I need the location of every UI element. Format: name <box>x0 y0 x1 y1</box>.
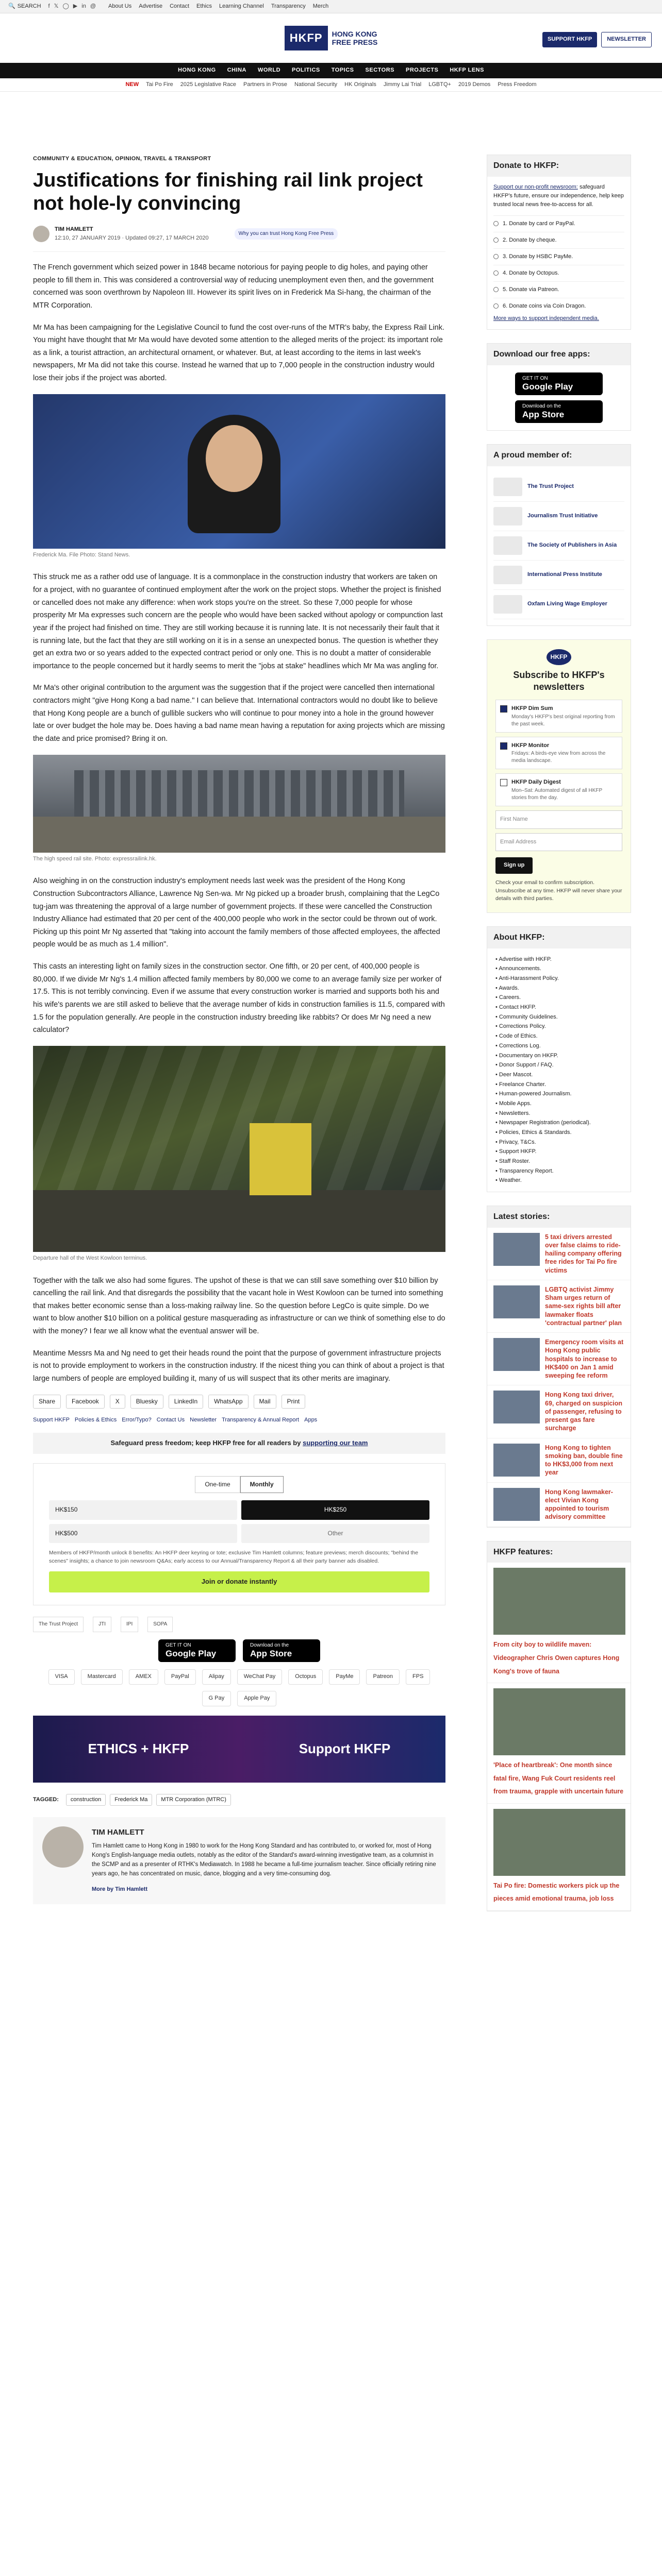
donate-option[interactable] <box>493 298 624 314</box>
utility-link[interactable]: Contact <box>170 3 190 9</box>
radio-icon <box>493 303 499 309</box>
story-title[interactable]: Hong Kong lawmaker-elect Vivian Kong appointed to tourism advisory committee <box>545 1488 613 1521</box>
share-button[interactable]: X <box>110 1395 125 1409</box>
member-logo <box>493 536 522 555</box>
about-link[interactable]: • Support HKFP. <box>495 1147 622 1157</box>
about-link[interactable]: • Transparency Report. <box>495 1166 622 1176</box>
utility-link[interactable]: About Us <box>108 3 132 9</box>
newsletter-footnote: Check your email to confirm subscription. Unsubscribe at any time. HKFP will never share your details with third parties. <box>495 879 622 902</box>
about-box <box>487 926 631 1192</box>
partner-logo[interactable]: The Trust Project <box>33 1617 84 1632</box>
radio-icon <box>493 221 499 226</box>
about-link[interactable]: • Documentary on HKFP. <box>495 1051 622 1061</box>
google-play-small: GET IT ON <box>522 375 548 381</box>
more-by-author-link[interactable]: More by Tim Hamlett <box>92 1886 147 1892</box>
safeguard-text: Safeguard press freedom; keep HKFP free for all readers by <box>110 1439 301 1447</box>
first-name-input[interactable]: First Name <box>495 810 622 829</box>
app-store-small: Download on the <box>522 403 561 410</box>
donate-option-label: 2. Donate by cheque. <box>503 236 557 243</box>
apps-box <box>487 343 631 431</box>
feature-title[interactable]: 'Place of heartbreak': One month since fatal fire, Wang Fuk Court residents reel from trauma, grapple with uncertain future <box>493 1761 624 1795</box>
utility-link[interactable]: Merch <box>312 3 329 9</box>
member-item[interactable] <box>493 531 624 561</box>
logo-line-1: HONG KONG <box>332 29 377 38</box>
payment-method: PayMe <box>329 1669 360 1685</box>
story-title[interactable]: LGBTQ activist Jimmy Sham urges return of same-sex rights bill after lawmaker floats 'contractual partner' plan <box>545 1285 622 1327</box>
share-button[interactable]: Mail <box>254 1395 276 1409</box>
sub-nav-item[interactable]: HK Originals <box>344 81 376 88</box>
member-name: Oxfam Living Wage Employer <box>527 601 607 607</box>
feature-image[interactable] <box>493 1568 625 1635</box>
logo-box: HKFP <box>285 26 328 50</box>
sub-nav-item[interactable]: Partners in Prose <box>243 81 287 88</box>
footer-link[interactable]: Policies & Ethics <box>74 1416 117 1423</box>
partner-logos <box>33 1617 445 1632</box>
nav-item[interactable]: POLITICS <box>292 67 320 74</box>
about-link[interactable]: • Donor Support / FAQ. <box>495 1060 622 1070</box>
member-item[interactable] <box>493 472 624 502</box>
partner-logo[interactable]: SOPA <box>147 1617 173 1632</box>
share-button[interactable]: Facebook <box>66 1395 105 1409</box>
paragraph: Mr Ma's other original contribution to the argument was the suggestion that if the project were cancelled then international contractors might "give Hong Kong a bad name." I can believe that. International contractors would no doubt like to believe that Hong Kong people are a bunch of gullible suckers who will continue to pour money into a hole in the ground however late or over budget the hole may be. Does having a bad name mean having a reputation for axing projects which are missing the date and price promised? Bring it on. <box>33 684 445 743</box>
checkbox-icon[interactable] <box>500 742 507 750</box>
member-logo <box>493 507 522 526</box>
about-list <box>487 948 631 1192</box>
about-link[interactable]: • Privacy, T&Cs. <box>495 1138 622 1147</box>
app-badges <box>33 1639 445 1662</box>
newsletter-name: HKFP Dim Sum <box>511 705 553 712</box>
member-name: Journalism Trust Initiative <box>527 513 598 519</box>
nav-item[interactable]: PROJECTS <box>406 67 439 74</box>
newsletter-title: Subscribe to HKFP's newsletters <box>513 670 605 692</box>
about-title: About HKFP: <box>487 927 631 948</box>
story-thumbnail[interactable] <box>493 1338 540 1371</box>
about-link[interactable]: • Announcements. <box>495 964 622 974</box>
story-thumbnail[interactable] <box>493 1391 540 1423</box>
feature-title[interactable]: From city boy to wildlife maven: Videographer Chris Owen captures Hong Kong's trove of fauna <box>493 1641 620 1675</box>
partner-logo[interactable]: JTI <box>93 1617 111 1632</box>
feature-story[interactable] <box>487 1563 631 1683</box>
apps-title: Download our free apps: <box>487 344 631 365</box>
donate-option-label: 1. Donate by card or PayPal. <box>503 220 575 227</box>
donate-option-label: 6. Donate coins via Coin Dragon. <box>503 302 586 309</box>
about-link[interactable]: • Weather. <box>495 1176 622 1185</box>
app-store-small: Download on the <box>250 1642 289 1649</box>
site-logo[interactable] <box>285 26 378 50</box>
about-link[interactable]: • Careers. <box>495 993 622 1003</box>
amount-other[interactable]: Other <box>241 1524 429 1543</box>
paragraph: This struck me as a rather odd use of language. It is a commonplace in the construction industry that workers are taken on for a project, with no guarantee of continued employment after the work on the project stops. Whether the project is finished or cancelled does not make any difference: when work stops you're on the street. So these 7,000 people for whose prosperity Mr Ma expresses such concern are the people who would have been sacked without apology or compunction last year if the project had finished on time. They are still working because it is running late. It is not necessarily their fault that it is running late, but the fact that they are still working on it is in a sense an unexpected bonus. The question is whether they get an extra two or so years added to the expected contract period or only one. This is no doubt a matter of considerable importance to the people concerned but it hardly seems to merit the "jobs at stake" headlines which Mr Ma was angling for. <box>33 573 443 670</box>
tags-row <box>33 1794 445 1806</box>
about-link[interactable]: • Community Guidelines. <box>495 1012 622 1022</box>
article-dateline: 12:10, 27 JANUARY 2019 · Updated 09:27, 17 MARCH 2020 <box>55 235 209 242</box>
app-store-badge[interactable] <box>243 1639 320 1662</box>
latest-box <box>487 1206 631 1528</box>
donate-title: Donate to HKFP: <box>487 155 631 177</box>
payment-method: PayPal <box>164 1669 196 1685</box>
logo-text <box>332 30 378 46</box>
story-thumbnail[interactable] <box>493 1444 540 1477</box>
header-actions <box>542 32 652 47</box>
story-title[interactable]: Emergency room visits at Hong Kong public hospitals to increase to HK$400 on Jan 1 amid sweeping fee reform <box>545 1338 624 1380</box>
app-store-badge[interactable] <box>515 400 603 423</box>
author-photo <box>42 1826 84 1868</box>
amount-option-selected[interactable]: HK$250 <box>241 1500 429 1519</box>
payment-method: VISA <box>48 1669 75 1685</box>
utility-link[interactable]: Transparency <box>271 3 306 9</box>
article-photo-rail-site <box>33 755 445 853</box>
about-link[interactable]: • Deer Mascot. <box>495 1070 622 1080</box>
amount-option[interactable]: HK$500 <box>49 1524 237 1543</box>
newsletter-option-text <box>511 704 618 728</box>
features-list <box>487 1563 631 1911</box>
sidebar <box>487 155 631 1925</box>
partner-logo[interactable]: IPI <box>121 1617 138 1632</box>
member-name: International Press Institute <box>527 571 602 578</box>
about-link[interactable]: • Staff Roster. <box>495 1157 622 1166</box>
feature-title[interactable]: Tai Po fire: Domestic workers pick up the pieces amid emotional trauma, job loss <box>493 1882 620 1903</box>
google-play-big: Google Play <box>522 381 573 392</box>
photo-caption: The high speed rail site. Photo: expressrailink.hk. <box>33 855 157 862</box>
footer-link[interactable]: Transparency & Annual Report <box>222 1416 300 1423</box>
latest-story[interactable] <box>487 1228 631 1280</box>
payment-method: Alipay <box>202 1669 231 1685</box>
sub-nav-item[interactable]: 2025 Legislative Race <box>180 81 236 88</box>
main-nav <box>0 63 662 78</box>
donate-more-link[interactable]: More ways to support independent media. <box>493 315 599 322</box>
feature-story[interactable] <box>487 1804 631 1911</box>
sub-nav-item[interactable]: 2019 Demos <box>458 81 491 88</box>
utility-link[interactable]: Advertise <box>139 3 163 9</box>
story-title[interactable]: 5 taxi drivers arrested over false claims to ride-hailing company offering free rides for Tai Po fire victims <box>545 1233 622 1274</box>
member-list <box>487 466 631 625</box>
footer-link[interactable]: Newsletter <box>190 1416 217 1423</box>
photo-caption: Frederick Ma. File Photo: Stand News. <box>33 551 130 558</box>
latest-list <box>487 1228 631 1527</box>
payment-method: Octopus <box>288 1669 323 1685</box>
article-photo-departure-hall <box>33 1046 445 1252</box>
app-store-big: App Store <box>522 410 565 420</box>
about-link[interactable]: • Mobile Apps. <box>495 1099 622 1109</box>
radio-icon <box>493 287 499 292</box>
banner-right: Support HKFP <box>299 1740 391 1756</box>
nav-item[interactable]: HKFP LENS <box>450 67 484 74</box>
payment-methods <box>33 1669 445 1706</box>
author-avatar <box>33 226 49 242</box>
sub-nav-items <box>146 80 536 90</box>
about-link[interactable]: • Advertise with HKFP. <box>495 955 622 964</box>
newsletter-desc: Mon–Sat: Automated digest of all HKFP stories from the day. <box>511 788 603 801</box>
utility-links <box>108 2 328 11</box>
paragraph: Meantime Messrs Ma and Ng need to get their heads round the point that the purpose of government infrastructure projects is not to provide employment to workers in the construction industry. If the nicest thing you can think of about a project is that large numbers of people are employed building it, many of us will suspect that its other merits are imaginary. <box>33 1349 444 1383</box>
checkbox-icon[interactable] <box>500 779 507 786</box>
payment-method: AMEX <box>129 1669 158 1685</box>
newsletter-option[interactable] <box>495 737 622 770</box>
byline <box>33 225 445 252</box>
payment-method: Mastercard <box>81 1669 123 1685</box>
member-item[interactable] <box>493 561 624 590</box>
tag-link[interactable]: MTR Corporation (MTRC) <box>156 1794 231 1806</box>
support-button[interactable]: SUPPORT HKFP <box>542 32 597 47</box>
about-link[interactable]: • Corrections Policy. <box>495 1022 622 1031</box>
banner-left: ETHICS + HKFP <box>88 1740 189 1756</box>
article-photo-frederick-ma <box>33 394 445 549</box>
donate-option[interactable] <box>493 265 624 281</box>
one-time-tab[interactable]: One-time <box>195 1476 240 1493</box>
payment-method: FPS <box>406 1669 430 1685</box>
share-button[interactable]: LinkedIn <box>169 1395 203 1409</box>
donate-option[interactable] <box>493 248 624 265</box>
amount-option[interactable]: HK$150 <box>49 1500 237 1519</box>
about-link[interactable]: • Freelance Charter. <box>495 1080 622 1090</box>
author-bio: Tim Hamlett came to Hong Kong in 1980 to work for the Hong Kong Standard and has contributed to, or worked for, most of Hong Kong's English-language media outlets, notably as the editor of the Standard's award-winning investigative team, as a columnist in the SCMP and as a presenter of RTHK's Mediawatch. In 1988 he became a full-time journalism teacher. Since officially retiring nine years ago, he has concentrated on music, dance, blogging and a very time-consuming dog. <box>92 1843 436 1877</box>
member-item[interactable] <box>493 590 624 619</box>
instagram-icon[interactable]: ◯ <box>62 3 69 9</box>
newsletter-button[interactable]: NEWSLETTER <box>601 32 652 47</box>
nav-item[interactable]: WORLD <box>257 67 281 74</box>
payment-method: Patreon <box>366 1669 400 1685</box>
search-label: SEARCH <box>17 3 41 9</box>
tags-label: TAGGED: <box>33 1796 59 1803</box>
donate-options <box>493 215 624 314</box>
story-thumbnail[interactable] <box>493 1233 540 1266</box>
feature-image[interactable] <box>493 1688 625 1755</box>
member-name: The Trust Project <box>527 483 574 490</box>
donate-widget <box>33 1463 445 1605</box>
photo-caption: Departure hall of the West Kowloon terminus. <box>33 1255 147 1261</box>
radio-icon <box>493 270 499 276</box>
author-box-name[interactable]: TIM HAMLETT <box>92 1828 144 1837</box>
article <box>33 155 445 1904</box>
latest-story[interactable] <box>487 1280 631 1333</box>
payment-method: G Pay <box>202 1691 231 1706</box>
google-play-big: Google Play <box>166 1649 217 1659</box>
youtube-icon[interactable]: ▶ <box>73 3 78 9</box>
donate-intro: safeguard HKFP's future, ensure our independence, help keep trusted local news free-to-access for all. <box>493 183 624 208</box>
feature-story[interactable] <box>487 1683 631 1804</box>
author-box <box>33 1817 445 1904</box>
x-icon[interactable]: 𝕏 <box>54 3 59 9</box>
donate-intro-link[interactable]: Support our non-profit newsroom: <box>493 183 578 190</box>
author-name[interactable]: TIM HAMLETT <box>55 226 93 232</box>
story-title[interactable]: Hong Kong taxi driver, 69, charged on suspicion of passenger, refusing to present gas fare surcharge <box>545 1391 623 1432</box>
utility-link[interactable]: Ethics <box>196 3 212 9</box>
story-title[interactable]: Hong Kong to tighten smoking ban, double fine to HK$3,000 from next year <box>545 1444 623 1477</box>
trust-pill[interactable]: Why you can trust Hong Kong Free Press <box>235 228 338 240</box>
footer-link[interactable]: Contact Us <box>156 1416 185 1423</box>
paragraph: The French government which seized power in 1848 became notorious for paying people to dig holes, and paying other people to fill them in. This was considered a controversial way of reducing unemployment even then, and the government concerned was soon overthrown by Napoleon III. However its spirit lives on in Frederick Ma Si-hang, the chairman of the MTR Corporation. <box>33 263 434 310</box>
member-logo <box>493 566 522 584</box>
nav-item[interactable]: TOPICS <box>331 67 354 74</box>
latest-story[interactable] <box>487 1385 631 1438</box>
latest-title: Latest stories: <box>487 1206 631 1228</box>
payment-method: WeChat Pay <box>237 1669 283 1685</box>
newsletter-option-text <box>511 741 618 765</box>
about-link[interactable]: • Newspaper Registration (periodical). <box>495 1118 622 1128</box>
donate-option[interactable] <box>493 281 624 298</box>
donate-option-label: 4. Donate by Octopus. <box>503 269 559 276</box>
article-headline: Justifications for finishing rail link project not hole-ly convincing <box>33 169 423 215</box>
story-thumbnail[interactable] <box>493 1285 540 1318</box>
utility-bar <box>0 0 662 13</box>
donate-option[interactable] <box>493 215 624 232</box>
signup-button[interactable]: Sign up <box>495 857 533 874</box>
tag-link[interactable]: construction <box>66 1794 106 1806</box>
nav-item[interactable]: SECTORS <box>365 67 394 74</box>
checkbox-icon[interactable] <box>500 705 507 713</box>
amount-options <box>49 1500 429 1543</box>
footer-link[interactable]: Support HKFP <box>33 1416 70 1423</box>
newsletter-option-text <box>511 778 618 802</box>
newsletter-desc: Monday's HKFP's best original reporting from the past week. <box>511 714 615 727</box>
member-logo <box>493 595 522 614</box>
membership-note: Members of HKFP/month unlock 8 benefits: An HKFP deer keyring or tote; exclusive Tim Hamlett columns; feature previews; merch discounts; "behind the scenes" insights; a chance to join newsroom Q&As; early access to our Annual/Transparency Report & all their party banner ads disabled. <box>49 1549 419 1564</box>
feature-image[interactable] <box>493 1809 625 1876</box>
donate-option[interactable] <box>493 232 624 248</box>
newsletter-desc: Fridays: A birds-eye view from across the media landscape. <box>511 751 606 764</box>
member-name: The Society of Publishers in Asia <box>527 542 617 549</box>
about-link[interactable]: • Anti-Harassment Policy. <box>495 974 622 984</box>
donate-box <box>487 155 631 330</box>
app-store-big: App Store <box>250 1649 292 1659</box>
join-button[interactable]: Join or donate instantly <box>49 1571 429 1592</box>
safeguard-link[interactable]: supporting our team <box>303 1439 368 1447</box>
newsletter-option[interactable] <box>495 773 622 806</box>
share-button[interactable]: Print <box>282 1395 306 1409</box>
story-thumbnail[interactable] <box>493 1488 540 1521</box>
nav-item[interactable]: CHINA <box>227 67 246 74</box>
google-play-badge[interactable] <box>515 372 603 395</box>
threads-icon[interactable]: @ <box>90 3 96 9</box>
share-row <box>33 1395 445 1409</box>
paragraph: Also weighing in on the construction industry's employment needs last week was the president of the Hong Kong Construction Subcontractors Alliance, Lawrence Ng Sen-wa. Mr Ng picked up a broader brush, complaining that the LegCo tug-jam was threatening the approval of a large number of government projects. If these were cancelled the Construction Industry Alliance had estimated that 20 per cent of the 400,000 people who work in the sector could be thrown out of work. Picking up this point Mr Ng asserted that "taking into account the family members of those affected employees, the affected people would be as much as 1.4 million". <box>33 877 440 949</box>
about-link[interactable]: • Human-powered Journalism. <box>495 1089 622 1099</box>
nav-item[interactable]: HONG KONG <box>178 67 216 74</box>
newsletter-option[interactable] <box>495 700 622 733</box>
email-input[interactable]: Email Address <box>495 833 622 852</box>
member-title: A proud member of: <box>487 445 631 466</box>
member-box <box>487 444 631 626</box>
about-link[interactable]: • Awards. <box>495 984 622 993</box>
latest-story[interactable] <box>487 1438 631 1483</box>
ethics-banner[interactable] <box>33 1716 445 1783</box>
sub-nav-item[interactable]: National Security <box>294 81 338 88</box>
sub-nav-item[interactable]: Press Freedom <box>498 81 537 88</box>
paragraph: Mr Ma has been campaigning for the Legislative Council to fund the cost over-runs of the MTR's baby, the Express Rail Link. You might have thought that Mr Ma would have devoted some attention to the alleged merits of the project: its important role as a link, a tourist attraction, an architectural ornament, or whatever. But, at least according to the items in last week's newspapers, Mr Ma did not take this course. Instead he warned that up to 7,000 people in the construction industry would lose their jobs if the project was aborted. <box>33 323 444 383</box>
article-footer-links <box>33 1416 445 1425</box>
about-link[interactable]: • Code of Ethics. <box>495 1031 622 1041</box>
member-item[interactable] <box>493 502 624 531</box>
member-logo <box>493 478 522 496</box>
new-label: NEW <box>125 81 139 88</box>
radio-icon <box>493 254 499 259</box>
share-button[interactable]: WhatsApp <box>208 1395 248 1409</box>
footer-link[interactable]: Apps <box>304 1416 318 1423</box>
search-icon: 🔍 <box>8 3 15 9</box>
paragraph: This casts an interesting light on family sizes in the construction sector. One fifth, or 20 per cent, of 400,000 people is 80,000. If we divide Mr Ng's 1.4 million affected family members by 80,000 we come to an average family size per worker of 17.5. This is not terribly convincing. Even if we assume that every construction worker is married and supports both his and his wife's parents we are still asked to believe that the average number of kids in construction families is 11.5, compared with 1.5 for the population generally. Are people in the construction industry breeding like rabbits? Or does Mr Ng need a new calculator? <box>33 962 445 1035</box>
payment-method: Apple Pay <box>237 1691 276 1706</box>
latest-story[interactable] <box>487 1333 631 1385</box>
share-button[interactable]: Bluesky <box>130 1395 163 1409</box>
latest-story[interactable] <box>487 1483 631 1527</box>
paragraph: Together with the talk we also had some figures. The upshot of these is that we can still save something over $10 billion by cancelling the rail link. And that disregards the possibility that the vacant hole in West Kowloon can be turned into something that makes better economic sense than a loss-making railway line. So the question before LegCo is quite simple. Do we want to blow another $10 billion on a political gesture masquerading as infrastructure or can we think of something else to do with the money? I fear we all know what the eventual answer will be. <box>33 1276 445 1336</box>
share-button[interactable]: Share <box>33 1395 61 1409</box>
social-icons <box>48 2 96 11</box>
newsletter-name: HKFP Daily Digest <box>511 779 561 786</box>
newsletter-options <box>495 700 622 806</box>
sub-nav-item[interactable]: Tai Po Fire <box>146 81 173 88</box>
newsletter-box <box>487 639 631 913</box>
newsletter-badge: HKFP <box>547 649 572 665</box>
donate-option-label: 3. Donate by HSBC PayMe. <box>503 253 573 260</box>
radio-icon <box>493 238 499 243</box>
sub-nav-item[interactable]: LGBTQ+ <box>428 81 451 88</box>
newsletter-name: HKFP Monitor <box>511 742 550 749</box>
google-play-badge[interactable] <box>158 1639 236 1662</box>
logo-line-2: FREE PRESS <box>332 38 378 46</box>
utility-link[interactable]: Learning Channel <box>219 3 264 9</box>
sub-nav <box>0 78 662 92</box>
donate-option-label: 5. Donate via Patreon. <box>503 286 559 293</box>
google-play-small: GET IT ON <box>166 1642 191 1649</box>
tags-list <box>66 1794 231 1806</box>
about-link[interactable]: • Corrections Log. <box>495 1041 622 1051</box>
about-link[interactable]: • Policies, Ethics & Standards. <box>495 1128 622 1138</box>
sub-nav-item[interactable]: Jimmy Lai Trial <box>383 81 422 88</box>
tag-link[interactable]: Frederick Ma <box>110 1794 152 1806</box>
site-header <box>0 13 662 63</box>
safeguard-banner <box>33 1433 445 1454</box>
frequency-toggle <box>49 1476 429 1493</box>
features-title: HKFP features: <box>487 1541 631 1563</box>
features-box <box>487 1541 631 1911</box>
article-categories[interactable]: COMMUNITY & EDUCATION, OPINION, TRAVEL & TRANSPORT <box>33 156 211 162</box>
about-link[interactable]: • Newsletters. <box>495 1109 622 1118</box>
linkedin-icon[interactable]: in <box>81 3 86 9</box>
monthly-tab[interactable]: Monthly <box>240 1476 284 1493</box>
footer-link[interactable]: Error/Typo? <box>122 1416 152 1423</box>
about-link[interactable]: • Contact HKFP. <box>495 1003 622 1012</box>
search-toggle[interactable] <box>8 2 41 11</box>
facebook-icon[interactable]: f <box>48 3 50 9</box>
